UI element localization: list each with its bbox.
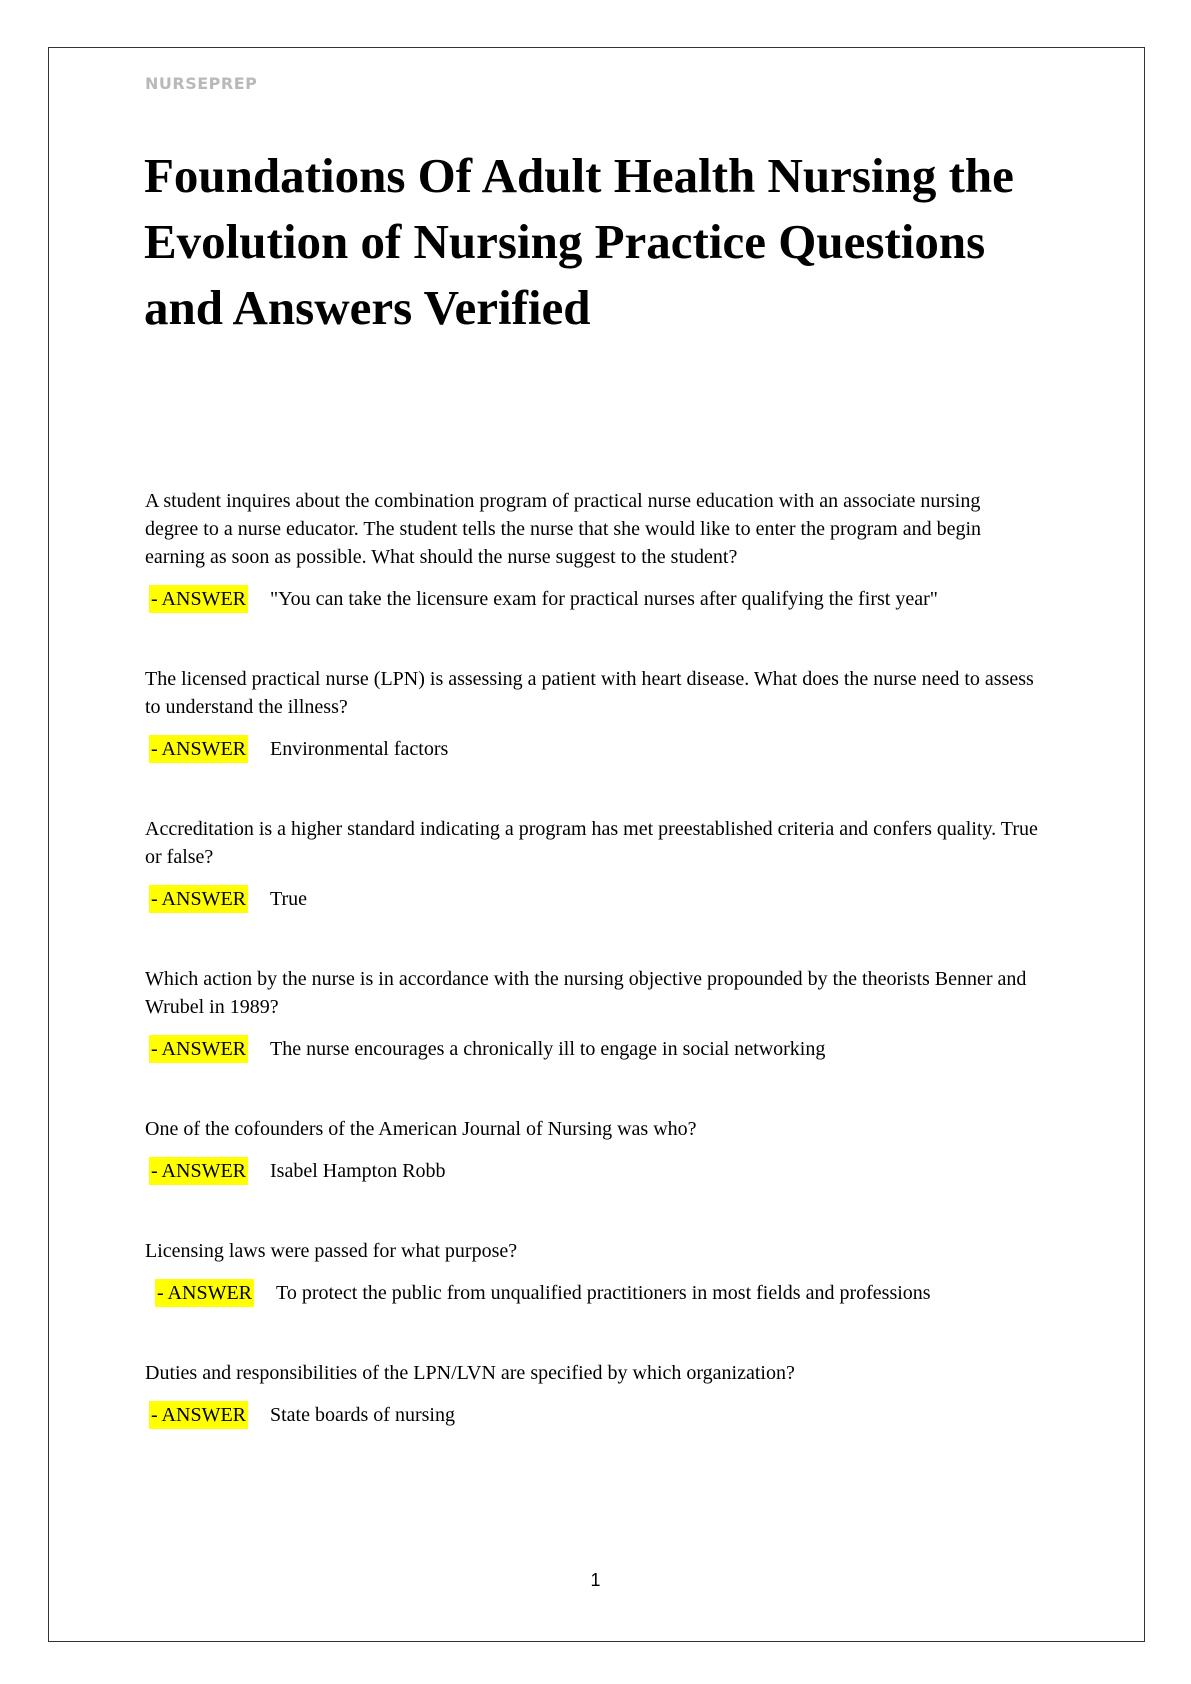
answer-text: To protect the public from unqualified practitioners in most fields and professions	[276, 1282, 931, 1304]
answer-text: Isabel Hampton Robb	[270, 1160, 446, 1182]
question-text: A student inquires about the combination program of practical nurse education with an associate nursing degree to a nurse educator. The student tells the nurse that she would like to enter the program and begin earning as soon as possible. What should the nurse suggest to the student?	[145, 490, 982, 568]
answer-text: The nurse encourages a chronically ill to engage in social networking	[270, 1038, 826, 1060]
question-text: Which action by the nurse is in accordance with the nursing objective propounded by the theorists Benner and Wrubel in 1989?	[145, 968, 1027, 1018]
answer-text: True	[270, 888, 308, 910]
question-text: The licensed practical nurse (LPN) is assessing a patient with heart disease. What does the nurse need to assess to understand the illness?	[145, 668, 1034, 718]
answer-highlight-label: - ANSWER	[149, 1035, 248, 1063]
answer-row	[145, 1401, 1065, 1429]
answer-highlight-label: - ANSWER	[149, 885, 248, 913]
qa-item	[145, 815, 1065, 913]
answer-row	[145, 735, 1065, 763]
qa-list	[145, 487, 1065, 1429]
answer-highlight-label: - ANSWER	[155, 1279, 254, 1307]
answer-highlight-label: - ANSWER	[149, 735, 248, 763]
qa-item	[145, 487, 1065, 613]
qa-item	[145, 1237, 1065, 1307]
answer-highlight-label: - ANSWER	[149, 1157, 248, 1185]
page-number: 1	[590, 1570, 601, 1590]
brand-watermark: NURSEPREP	[145, 74, 258, 93]
answer-row	[145, 1157, 1065, 1185]
answer-highlight-label: - ANSWER	[149, 1401, 248, 1429]
question-text: Accreditation is a higher standard indicating a program has met preestablished criteria and confers quality. True or false?	[145, 818, 1038, 868]
answer-text: Environmental factors	[270, 738, 449, 760]
qa-item	[145, 665, 1065, 763]
question-text: Licensing laws were passed for what purpose?	[145, 1240, 518, 1262]
answer-row	[145, 1035, 1065, 1063]
qa-item	[145, 1359, 1065, 1429]
document-title: Foundations Of Adult Health Nursing the Evolution of Nursing Practice Questions and Answers Verified	[144, 148, 1014, 335]
answer-row	[145, 1279, 1065, 1307]
qa-item	[145, 965, 1065, 1063]
answer-row	[145, 585, 1065, 613]
question-text: Duties and responsibilities of the LPN/LVN are specified by which organization?	[145, 1362, 795, 1384]
answer-highlight-label: - ANSWER	[149, 585, 248, 613]
question-text: One of the cofounders of the American Journal of Nursing was who?	[145, 1118, 697, 1140]
qa-item	[145, 1115, 1065, 1185]
answer-text: "You can take the licensure exam for practical nurses after qualifying the first year"	[270, 588, 938, 610]
answer-row	[145, 885, 1065, 913]
answer-text: State boards of nursing	[270, 1404, 455, 1426]
